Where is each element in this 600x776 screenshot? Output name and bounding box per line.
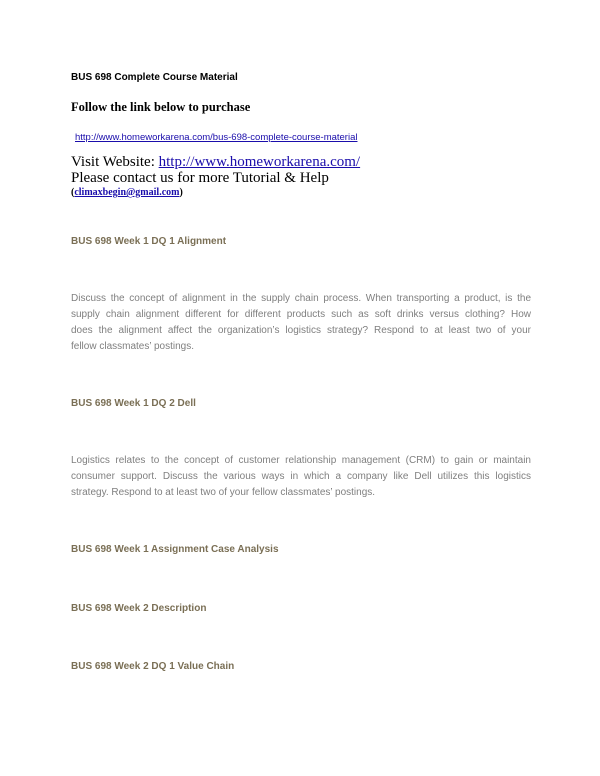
- section-heading-week2-description: BUS 698 Week 2 Description: [71, 603, 207, 614]
- section-heading-week2-value-chain: BUS 698 Week 2 DQ 1 Value Chain: [71, 661, 235, 672]
- email-link[interactable]: climaxbegin@gmail.com: [74, 187, 180, 198]
- paragraph-line: supply chain alignment different for different products such as soft drinks versus clothing? How: [71, 309, 531, 320]
- section-heading-dq2-dell: BUS 698 Week 1 DQ 2 Dell: [71, 398, 196, 409]
- contact-text: Please contact us for more Tutorial & Help: [71, 170, 329, 186]
- paragraph-line: fellow classmates’ postings.: [71, 341, 195, 352]
- section-heading-dq1-alignment: BUS 698 Week 1 DQ 1 Alignment: [71, 236, 227, 247]
- paragraph-line: Logistics relates to the concept of customer relationship management (CRM) to gain or maintain: [71, 455, 531, 466]
- paragraph-line: consumer support. Discuss the various ways in which a company like Dell utilizes this logistics: [71, 471, 531, 482]
- section-body-dq1-alignment: [71, 291, 531, 355]
- purchase-instruction: Follow the link below to purchase: [71, 100, 251, 114]
- email-close-paren: ): [179, 187, 183, 198]
- document-title: BUS 698 Complete Course Material: [71, 72, 238, 83]
- paragraph-line: does the alignment affect the organization’s logistics strategy? Respond to at least two of your: [71, 325, 531, 336]
- purchase-link[interactable]: http://www.homeworkarena.com/bus-698-complete-course-material: [75, 132, 358, 143]
- website-link[interactable]: http://www.homeworkarena.com/: [158, 154, 361, 170]
- email-open-paren: (: [71, 187, 75, 198]
- paragraph-line: Discuss the concept of alignment in the supply chain process. When transporting a product, is the: [71, 293, 531, 304]
- sections-container: [71, 0, 531, 776]
- visit-website-label: Visit Website:: [71, 154, 159, 170]
- section-heading-case-analysis: BUS 698 Week 1 Assignment Case Analysis: [71, 544, 279, 555]
- paragraph-line: strategy. Respond to at least two of your fellow classmates’ postings.: [71, 487, 376, 498]
- section-body-dq2-dell: [71, 453, 531, 501]
